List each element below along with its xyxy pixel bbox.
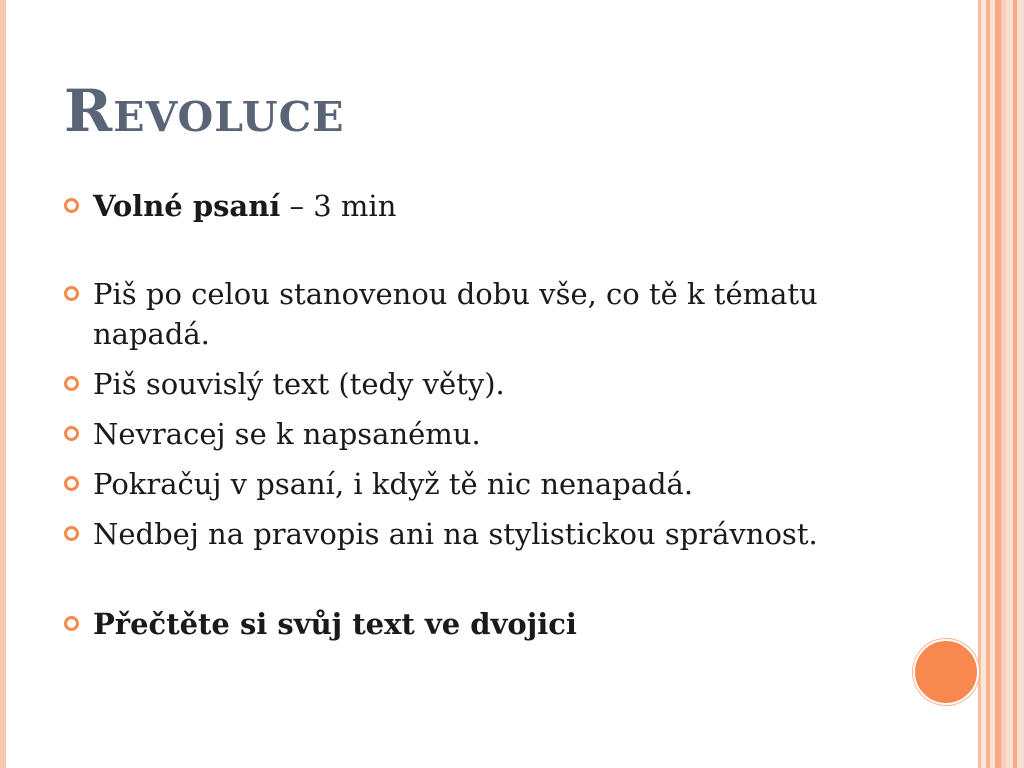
bullet-item [64, 514, 894, 554]
bullet-circle-icon [64, 286, 79, 301]
bullet-text: – 3 min [280, 189, 397, 223]
bullet-item [64, 464, 894, 504]
bullet-circle-icon [64, 376, 79, 391]
bullet-text: Piš po celou stanovenou dobu vše, co tě k tématu napadá. [93, 277, 818, 351]
bullet-item [64, 364, 894, 404]
slide-title: Revoluce [64, 77, 345, 145]
bullet-item [64, 414, 894, 454]
bullet-text: Nedbej na pravopis ani na stylistickou správnost. [93, 517, 818, 551]
left-border [0, 0, 6, 768]
bullet-circle-icon [64, 526, 79, 541]
bullet-circle-icon [64, 476, 79, 491]
bullet-text: Piš souvislý text (tedy věty). [93, 367, 505, 401]
bullet-circle-icon [64, 616, 79, 631]
bullet-item [64, 186, 894, 226]
bullet-bold-text: Volné psaní [93, 189, 281, 223]
bullet-circle-icon [64, 198, 79, 213]
bullet-circle-icon [64, 426, 79, 441]
decor-circle [913, 639, 979, 705]
bullet-list [64, 186, 894, 644]
bullet-text: Pokračuj v psaní, i když tě nic nenapadá. [93, 467, 694, 501]
bullet-bold-text: Přečtěte si svůj text ve dvojici [93, 607, 577, 641]
bullet-item [64, 604, 894, 644]
bullet-item [64, 274, 894, 354]
decor-stripe [1013, 0, 1017, 768]
bullet-text: Nevracej se k napsanému. [93, 417, 481, 451]
